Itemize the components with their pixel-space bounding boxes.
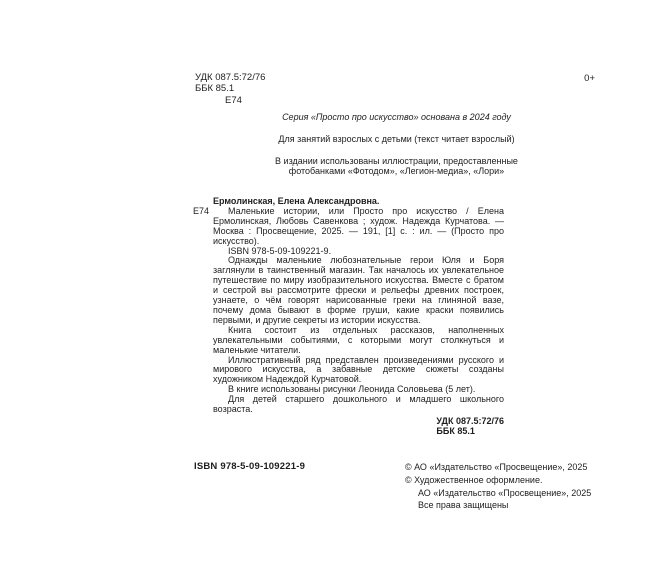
catalog-card — [193, 197, 504, 437]
copyright-line: © АО «Издательство «Просвещение», 2025 — [405, 462, 588, 472]
bbk-number: ББК 85.1 — [195, 83, 235, 95]
card-classification-block — [436, 416, 504, 437]
footer-isbn: ISBN 978-5-09-109221-9 — [194, 461, 306, 472]
copyright-line: АО «Издательство «Просвещение», 2025 — [418, 487, 592, 498]
annotation-paragraph: Для детей старшего дошкольного и младшего школьного возраста. — [213, 394, 504, 415]
udk-number: УДК 087.5:72/76 — [195, 72, 266, 83]
illustration-credit-line1: В издании использованы иллюстрации, предоставленные — [275, 155, 518, 166]
copyright-line: © Художественное оформление. — [405, 474, 543, 485]
author-sign-margin: Е74 — [193, 206, 210, 216]
audience-note: Для занятий взрослых с детьми (текст читает взрослый) — [278, 133, 515, 144]
copyright-block — [405, 461, 591, 512]
author-sign: Е74 — [225, 94, 242, 106]
illustration-credit-line2: фотобанками «Фотодом», «Легион-медиа», «Лори» — [288, 166, 505, 177]
author-heading: Ермолинская, Елена Александровна. — [213, 196, 380, 206]
annotation-paragraph: В книге использованы рисунки Леонида Соловьева (5 лет). — [228, 384, 476, 395]
classification-block — [195, 72, 265, 106]
annotation-paragraph: Иллюстративный ряд представлен произведениями русского и мирового искусства, а забавные детские сюжеты созданы художником Надеждой Курчатовой. — [213, 354, 504, 385]
card-isbn: ISBN 978-5-09-109221-9. — [228, 245, 332, 256]
annotation-paragraph: Однажды маленькие любознательные герои Юля и Боря заглянули в таинственный магазин. Так началось их увлекательное путешествие по миру изобразительного искусства. Вместе с братом и сестрой вы рассмотрите фрески и рельефы древних построек, узнаете, о чём говорят нарисованные греки на глиняной вазе, почему дома бывают в форме груши, какие краски появились первыми, и другие секреты из истории искусства. — [213, 255, 504, 325]
bibliographic-description: Маленькие истории, или Просто про искусство / Елена Ермолинская, Любовь Савенкова ; худож. Надежда Курчатова. — Москва : Просвещение, 2025. — 191, [1] с. : ил. — (Просто про искусство). — [213, 205, 504, 246]
card-classification-wrap — [193, 416, 504, 437]
age-rating-badge: 0+ — [584, 73, 595, 84]
series-note: Серия «Просто про искусство» основана в 2024 году — [282, 112, 511, 122]
copyright-line: Все права защищены — [418, 500, 509, 511]
annotation-paragraph: Книга состоит из отдельных рассказов, наполненных увлекательными событиями, с которыми могут столкнуться и маленькие читатели. — [213, 324, 504, 355]
illustration-credit — [195, 156, 598, 178]
center-notes — [195, 112, 598, 177]
card-udk-number: УДК 087.5:72/76 — [436, 415, 504, 426]
card-bbk-number: ББК 85.1 — [436, 426, 475, 437]
catalog-card-body — [213, 207, 504, 415]
